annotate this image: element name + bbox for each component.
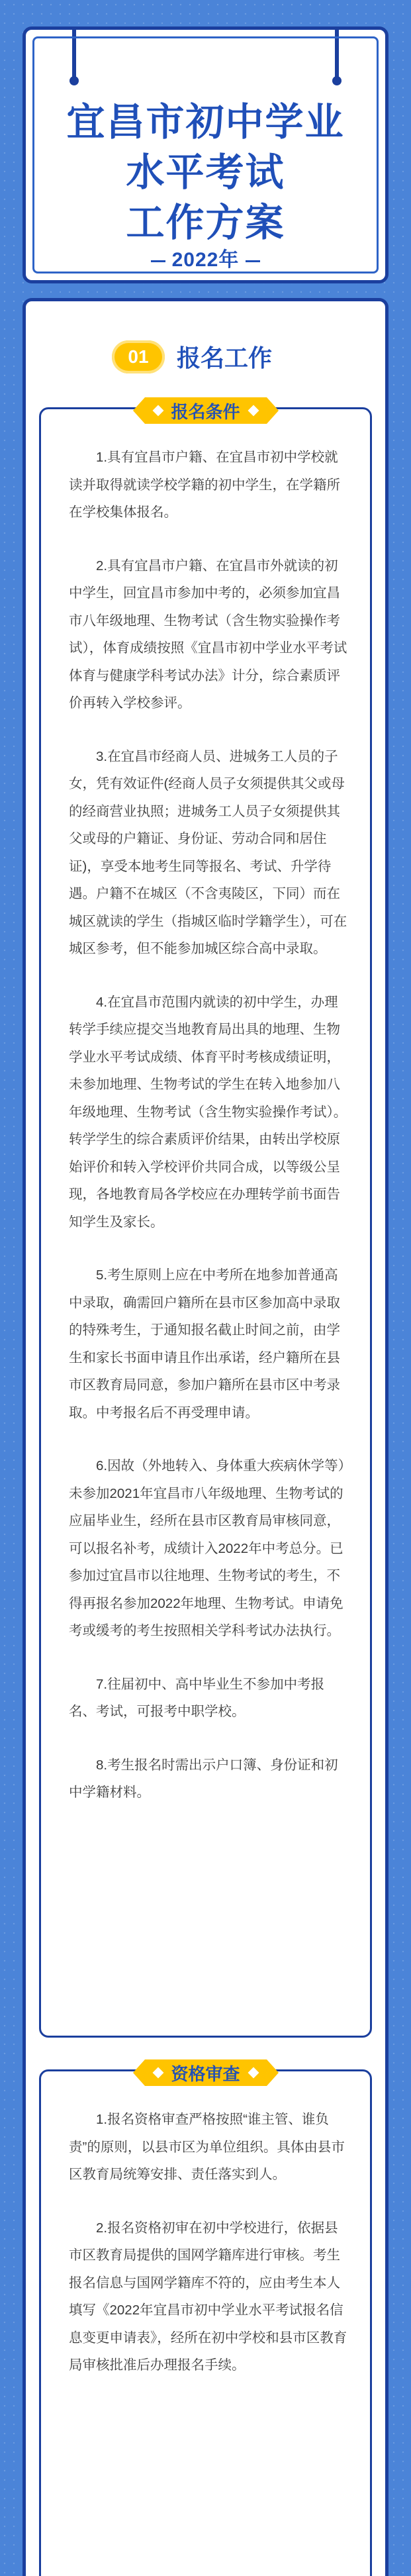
registration-conditions-box: [39, 401, 372, 2038]
qualification-review-box: [39, 2063, 372, 2576]
conditions-paragraphs: [69, 444, 350, 1832]
condition-paragraph: 1.具有宜昌市户籍、在宜昌市初中学校就读并取得就读学校学籍的初中学生，在学籍所在学校集体报名。: [69, 450, 340, 520]
diamond-icon: [248, 405, 259, 417]
section-title: 报名工作: [177, 345, 273, 372]
condition-paragraph: 4.在宜昌市范围内就读的初中学生，办理转学手续应提交当地教育局出具的地理、生物学业水平考试成绩、体育平时考核成绩证明，未参加地理、生物考试的学生在转入地参加八年级地理、生物考试（含生物实验操作考试）。转学学生的综合素质评价结果，由转出学校原始评价和转入学校评价共同合成，以等级公呈现，各地教育局各学校应在办理转学前书面告知学生及家长。: [69, 994, 347, 1230]
diamond-icon: [152, 405, 163, 417]
review-paragraph: 1.报名资格审查严格按照“谁主管、谁负责”的原则，以县市区为单位组织。具体由县市区教育局统筹安排、责任落实到人。: [69, 2112, 345, 2182]
review-paragraph: 2.报名资格初审在初中学校进行，依据县市区教育局提供的国网学籍库进行审核。考生报名信息与国网学籍库不符的，应由考生本人填写《2022年宜昌市初中学业水平考试报名信息变更申请表》，经所在初中学校和县市区教育局审核批准后办理报名手续。: [69, 2220, 347, 2373]
title-line-2: 水平考试: [126, 150, 285, 195]
header-card: [23, 26, 388, 283]
title-line-1: 宜昌市初中学业: [66, 99, 345, 144]
condition-paragraph: 5.考生原则上应在中考所在地参加普通高中录取，确需回户籍所在县市区参加高中录取的特殊考生，于通知报名截止时间之前，由学生和家长书面申请且作出承诺，经户籍所在县市区教育局同意，参加户籍所在县市区中考录取。中考报名后不再受理申请。: [69, 1267, 340, 1420]
qualification-review-tag-label: 资格审查: [171, 2063, 240, 2084]
year-label: 2022年: [26, 243, 385, 272]
main-panel: [23, 298, 388, 2576]
section-number-badge: 01: [112, 340, 165, 373]
registration-conditions-tag-label: 报名条件: [171, 401, 240, 422]
diamond-icon: [248, 2067, 259, 2079]
condition-paragraph: 8.考生报名时需出示户口簿、身份证和初中学籍材料。: [69, 1757, 338, 1800]
review-paragraphs: [69, 2106, 350, 2405]
condition-paragraph: 3.在宜昌市经商人员、进城务工人员的子女，凭有效证件(经商人员子女须提供其父或母的经商营业执照；进城务工人员子女须提供其父或母的户籍证、身份证、劳动合同和居住证)，享受本地考生同等报名、考试、升学待遇。户籍不在城区（不含夷陵区，下同）而在城区就读的学生（指城区临时学籍学生），可在城区参考，但不能参加城区综合高中录取。: [69, 748, 347, 956]
diamond-icon: [152, 2067, 163, 2079]
section-header: [112, 340, 272, 373]
condition-paragraph: 7.往届初中、高中毕业生不参加中考报名、考试，可报考中职学校。: [69, 1676, 325, 1719]
registration-conditions-tag: [144, 397, 266, 424]
title-line-3: 工作方案: [126, 200, 285, 245]
condition-paragraph: 6.因故（外地转入、身体重大疾病休学等）未参加2021年宜昌市八年级地理、生物考试的应届毕业生，经所在县市区教育局审核同意，可以报名补考，成绩计入2022年中考总分。已参加过宜昌市以往地理、生物考试的考生，不得再报名参加2022年地理、生物考试。申请免考或缓考的考生按照相关学科考试办法执行。: [69, 1458, 345, 1638]
qualification-review-tag: [144, 2059, 266, 2086]
condition-paragraph: 2.具有宜昌市户籍、在宜昌市外就读的初中学生，回宜昌市参加中考的，必须参加宜昌市八年级地理、生物考试（含生物实验操作考试），体育成绩按照《宜昌市初中学业水平考试体育与健康学科考试办法》计分，综合素质评价再转入学校参评。: [69, 558, 347, 711]
